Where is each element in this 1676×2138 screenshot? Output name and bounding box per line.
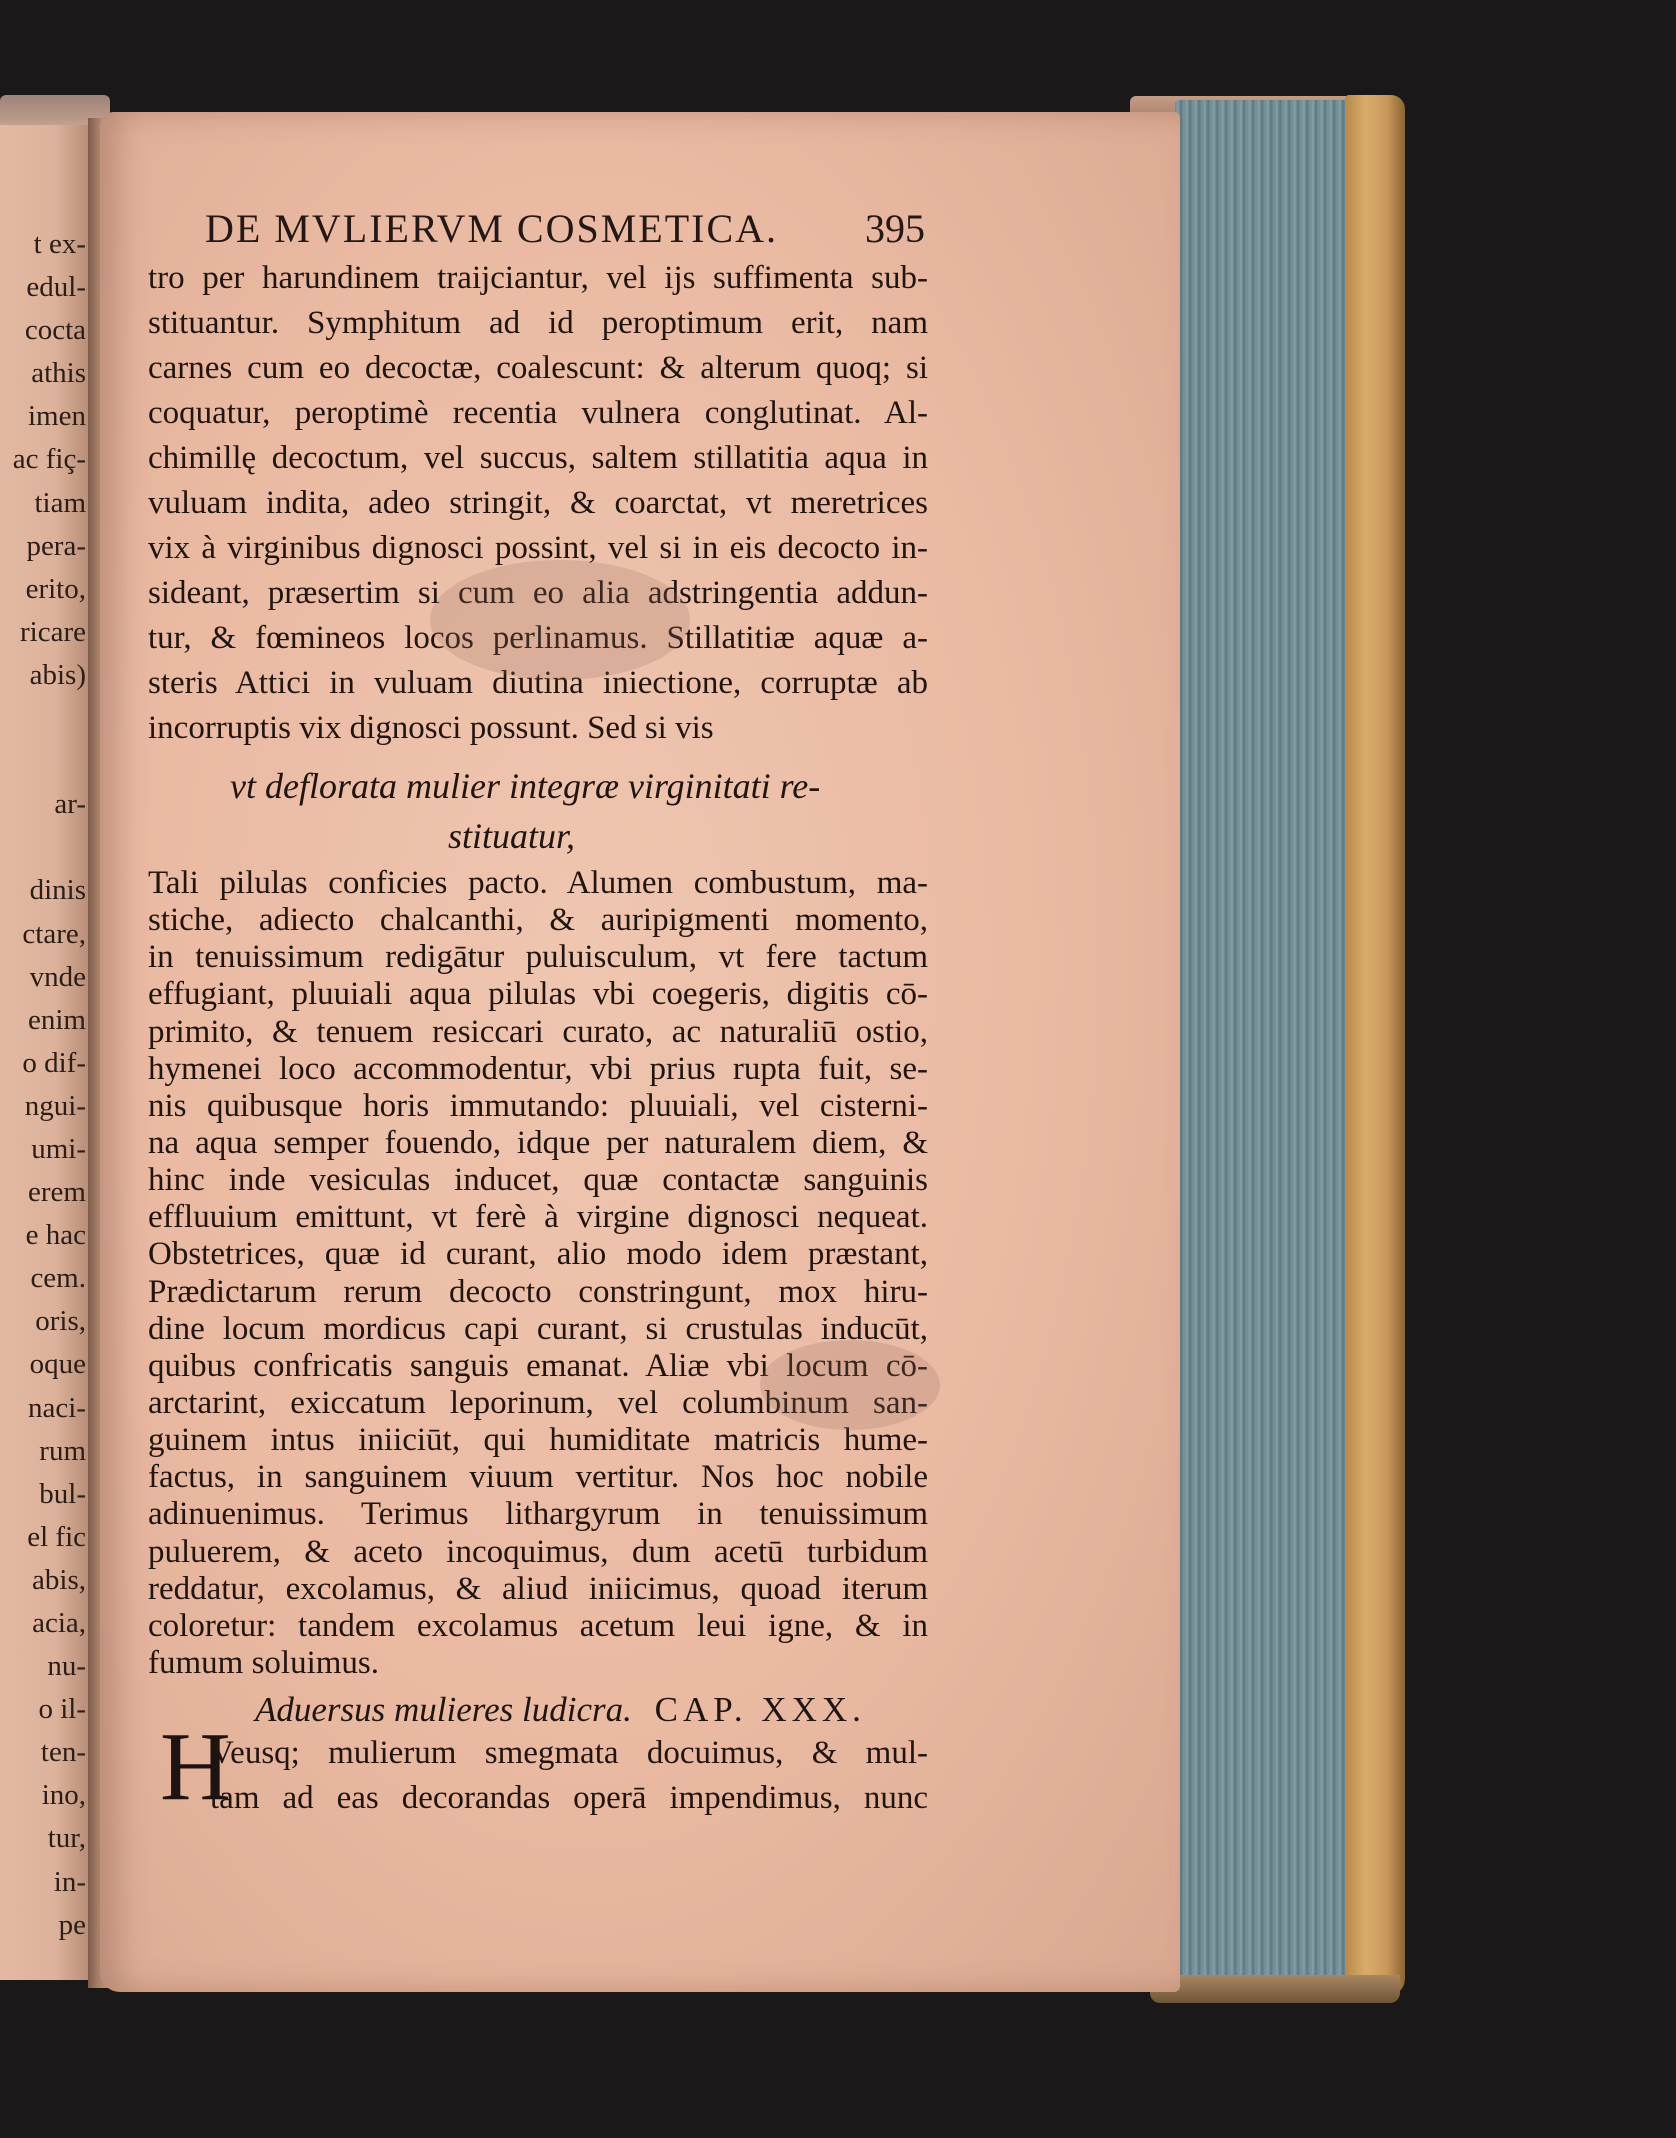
left-margin-fragment: enim <box>28 1003 86 1036</box>
text-line: stiche, adiecto chalcanthi, & auripigmenti momento, <box>148 902 928 939</box>
left-margin-fragment: umi- <box>31 1132 86 1165</box>
text-line: arctarint, exiccatum leporinum, vel columbinum san- <box>148 1385 928 1421</box>
left-margin-fragment <box>0 826 86 869</box>
left-margin-fragment: naci- <box>28 1391 86 1424</box>
text-line: Obstetrices, quæ id curant, alio modo idem præstant, <box>148 1236 928 1273</box>
page-stain <box>760 1340 940 1430</box>
text-line: na aqua semper fouendo, idque per naturalem diem, & <box>148 1125 928 1161</box>
left-margin-fragment: e hac <box>25 1219 86 1252</box>
text-line: effugiant, pluuiali aqua pilulas vbi coegeris, digitis cō- <box>148 976 928 1013</box>
left-margin-fragment: t ex- <box>33 228 86 260</box>
text-line: tro per harundinem traijciantur, vel ijs suffimenta sub- <box>148 260 928 296</box>
text-line: adinuenimus. Terimus lithargyrum in tenuissimum <box>148 1496 928 1533</box>
chapter-title: Aduersus mulieres ludicra. <box>255 1690 632 1729</box>
text-line: vix à virginibus dignosci possint, vel si in eis decocto in- <box>148 530 928 566</box>
left-page <box>0 125 92 1980</box>
text-line: Tali pilulas conficies pacto. Alumen combustum, ma- <box>148 865 928 901</box>
text-line: factus, in sanguinem viuum vertitur. Nos hoc nobile <box>148 1459 928 1496</box>
left-margin-fragment: oris, <box>35 1305 86 1338</box>
left-page-margin-text <box>0 223 92 1947</box>
chapter-heading <box>255 1690 866 1730</box>
left-margin-fragment: tiam <box>34 486 86 519</box>
page-stain <box>430 560 690 680</box>
left-margin-fragment: pera- <box>26 529 86 562</box>
left-margin-fragment: nu- <box>47 1650 86 1683</box>
left-margin-fragment: erito, <box>25 572 86 605</box>
left-margin-fragment: imen <box>28 400 86 433</box>
left-margin-fragment: rum <box>39 1434 86 1467</box>
left-margin-fragment: erem <box>28 1176 86 1209</box>
text-line: steris Attici in vuluam diutina iniectione, corruptæ ab <box>148 665 928 701</box>
text-line: sideant, præsertim si cum eo alia adstringentia addun- <box>148 575 928 611</box>
left-margin-fragment: pe <box>58 1908 86 1941</box>
left-margin-fragment: in- <box>53 1865 86 1898</box>
left-margin-fragment: ten- <box>40 1736 86 1769</box>
left-margin-fragment: acia, <box>32 1607 86 1639</box>
text-line: chimillę decoctum, vel succus, saltem stillatitia aqua in <box>148 440 928 476</box>
text-line: vuluam indita, adeo stringit, & coarctat, vt meretrices <box>148 485 928 521</box>
text-line: puluerem, & aceto incoquimus, dum acetū turbidum <box>148 1533 928 1570</box>
left-margin-fragment: ino, <box>41 1779 86 1812</box>
subheading-line-1: vt deflorata mulier integræ virginitati re- <box>230 766 821 806</box>
book-cover-bottom <box>1150 1975 1400 2003</box>
text-line: carnes cum eo decoctæ, coalescunt: & alterum quoq; si <box>148 350 928 386</box>
left-margin-fragment: cocta <box>24 314 86 347</box>
left-margin-fragment: bul- <box>39 1477 86 1510</box>
text-line: hymenei loco accommodentur, vbi prius rupta fuit, se- <box>148 1050 928 1087</box>
left-margin-fragment: el fic <box>27 1520 86 1553</box>
left-margin-fragment: abis, <box>32 1563 86 1596</box>
left-margin-fragment: o il- <box>38 1693 86 1726</box>
left-margin-fragment: oque <box>29 1348 86 1381</box>
text-line: stituantur. Symphitum ad id peroptimum erit, nam <box>148 305 928 341</box>
left-margin-fragment: athis <box>31 357 86 390</box>
text-line: Prædictarum rerum decocto constringunt, mox hiru- <box>148 1273 928 1310</box>
left-margin-fragment: ctare, <box>22 917 86 950</box>
text-line: dine locum mordicus capi curant, si crustulas inducūt, <box>148 1310 928 1347</box>
chapter-label: CAP. XXX. <box>654 1690 866 1729</box>
left-margin-fragment <box>0 697 86 740</box>
left-margin-fragment: cem. <box>30 1262 86 1295</box>
drop-cap: H <box>160 1713 231 1821</box>
text-line: guinem intus iniiciūt, qui humiditate matricis hume- <box>148 1422 928 1459</box>
text-line: primito, & tenuem resiccari curato, ac naturaliū ostio, <box>148 1013 928 1050</box>
page-number: 395 <box>865 206 925 251</box>
text-line: nis quibusque horis immutando: pluuiali, vel cisterni- <box>148 1087 928 1124</box>
left-margin-fragment: abis) <box>29 658 86 691</box>
text-line: tam ad eas decorandas operā impendimus, nunc <box>210 1780 928 1816</box>
text-line: in tenuissimum redigātur puluisculum, vt fere tactum <box>148 939 928 976</box>
left-margin-fragment <box>0 740 86 783</box>
left-margin-fragment: tur, <box>47 1822 86 1855</box>
text-line: reddatur, excolamus, & aliud iniicimus, quoad iterum <box>148 1570 928 1607</box>
left-margin-fragment: ac fiç- <box>12 443 86 476</box>
text-line: Veusq; mulierum smegmata docuimus, & mul- <box>210 1735 928 1771</box>
left-margin-fragment: vnde <box>29 960 86 993</box>
text-line: coquatur, peroptimè recentia vulnera conglutinat. Al- <box>148 395 928 431</box>
page-block-edge <box>1175 100 1355 1990</box>
left-margin-fragment: edul- <box>26 271 86 304</box>
book-cover-spine <box>1345 95 1405 1995</box>
running-head-title: DE MVLIERVM COSMETICA. <box>205 206 779 251</box>
text-line: effluuium emittunt, vt ferè à virgine dignosci nequeat. <box>148 1199 928 1236</box>
text-line: tur, & fœmineos locos perlinamus. Stillatitiæ aquæ a- <box>148 620 928 656</box>
text-line: fumum soluimus. <box>148 1645 380 1681</box>
text-line: hinc inde vesiculas inducet, quæ contactæ sanguinis <box>148 1162 928 1199</box>
text-line: coloretur: tandem excolamus acetum leui igne, & in <box>148 1607 928 1644</box>
left-margin-fragment: ar- <box>54 788 86 821</box>
left-margin-fragment: ngui- <box>24 1089 86 1122</box>
text-line: incorruptis vix dignosci possunt. Sed si vis <box>148 710 714 746</box>
left-margin-fragment: ricare <box>20 615 86 648</box>
running-head <box>205 205 925 252</box>
subheading-line-2: stituatur, <box>448 816 576 856</box>
left-margin-fragment: o dif- <box>22 1046 86 1079</box>
text-line: quibus confricatis sanguis emanat. Aliæ vbi locum cō- <box>148 1347 928 1384</box>
left-margin-fragment: dinis <box>29 874 86 907</box>
